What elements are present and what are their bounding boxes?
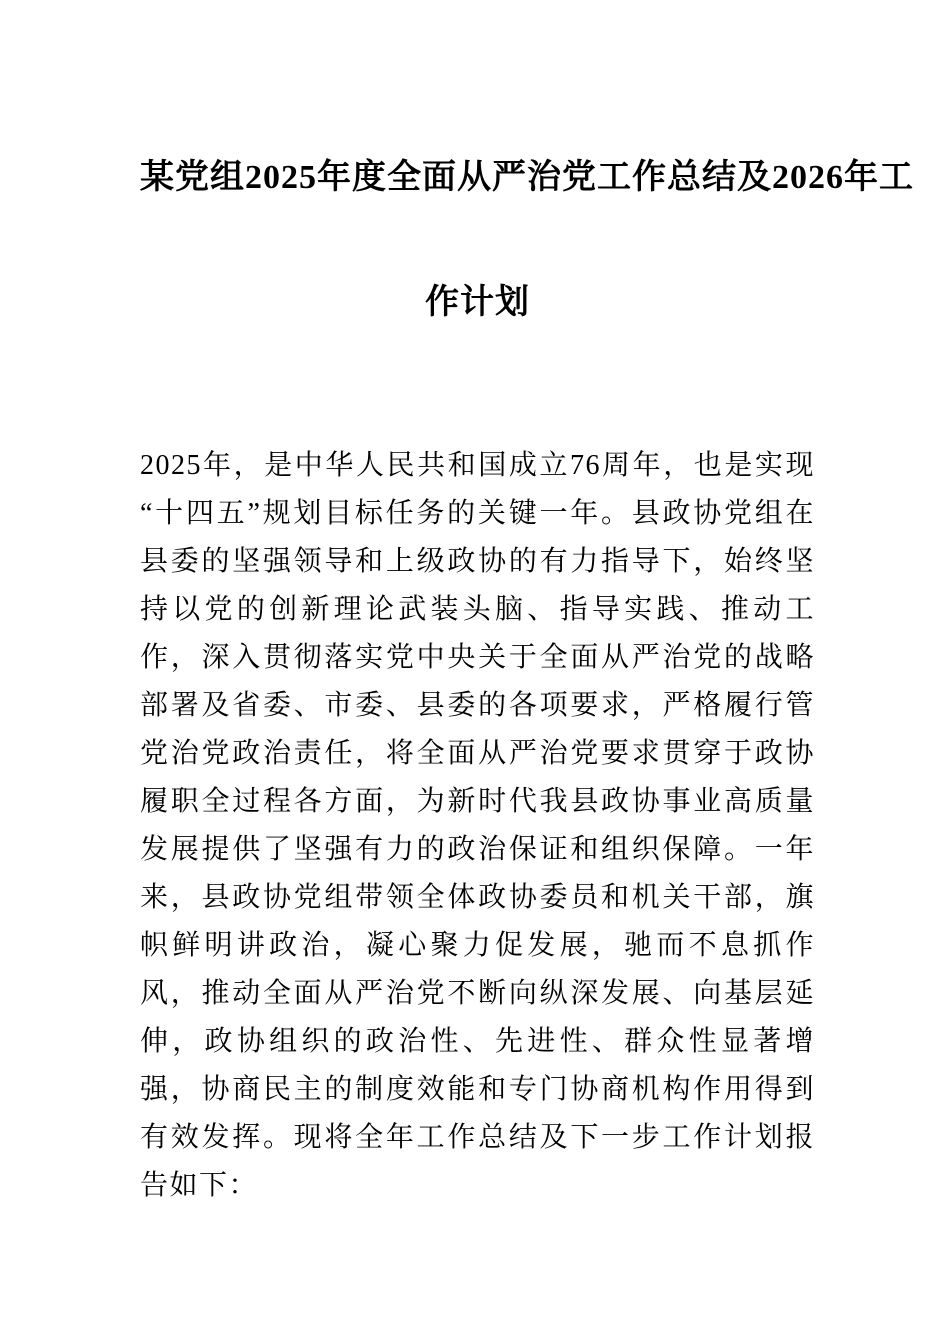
body-paragraph: 2025年，是中华人民共和国成立76周年，也是实现“十四五”规划目标任务的关键一年。县政协党组在县委的坚强领导和上级政协的有力指导下，始终坚持以党的创新理论武装头脑、指导实践、推动工作，深入贯彻落实党中央关于全面从严治党的战略部署及省委、市委、县委的各项要求，严格履行管党治党政治责任，将全面从严治党要求贯穿于政协履职全过程各方面，为新时代我县政协事业高质量发展提供了坚强有力的政治保证和组织保障。一年来，县政协党组带领全体政协委员和机关干部，旗帜鲜明讲政治，凝心聚力促发展，驰而不息抓作风，推动全面从严治党不断向纵深发展、向基层延伸，政协组织的政治性、先进性、群众性显著增强，协商民主的制度效能和专门协商机构作用得到有效发挥。现将全年工作总结及下一步工作计划报告如下： (140, 450, 815, 1201)
title-line-2: 作计划 (425, 284, 530, 321)
document-title (140, 115, 914, 365)
title-line-1: 某党组2025年度全面从严治党工作总结及2026年工 (140, 159, 914, 196)
